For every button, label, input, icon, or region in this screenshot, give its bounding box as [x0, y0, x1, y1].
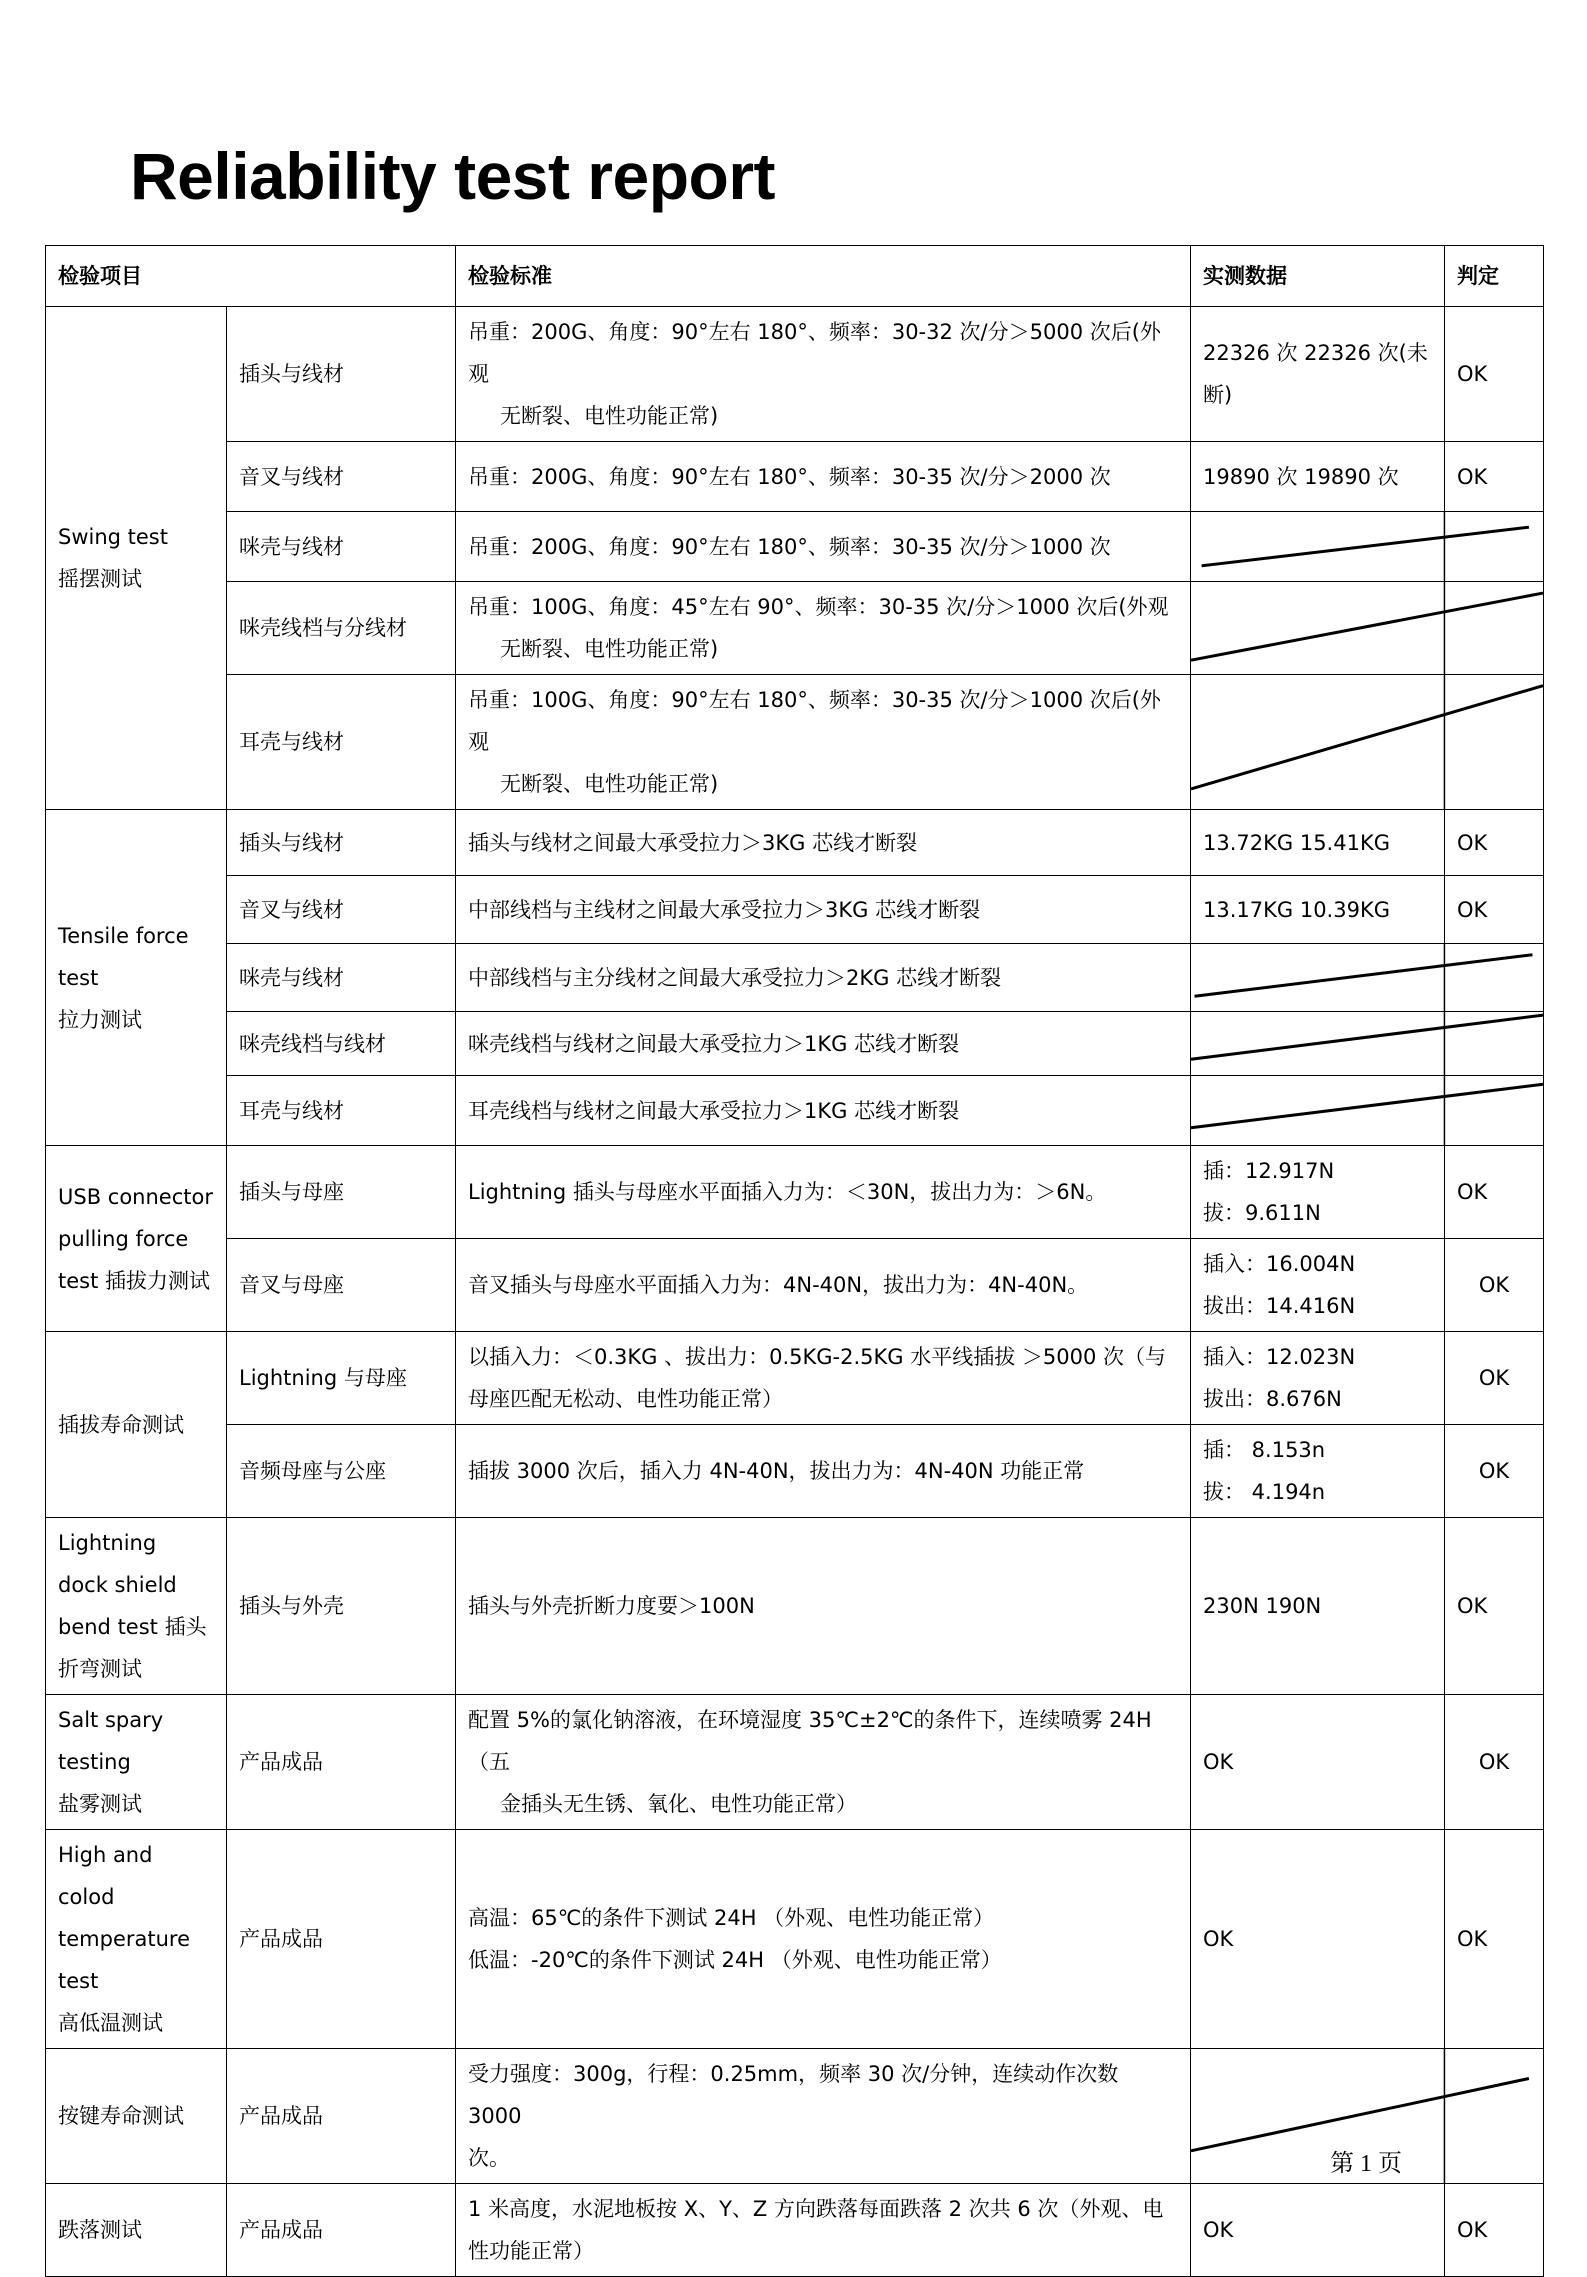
standard-cell [456, 675, 1191, 810]
standard-cell [456, 1332, 1191, 1425]
item-cell: 音叉与线材 [227, 442, 456, 512]
cell-line: 13.17KG 10.39KG [1203, 897, 1391, 922]
item-cell: 插头与线材 [227, 307, 456, 442]
cell-line: 插： 8.153n [1203, 1438, 1326, 1462]
judge-cell: OK [1445, 1239, 1544, 1332]
cell-line: USB connector [58, 1184, 213, 1209]
standard-cell [456, 1695, 1191, 1830]
cell-line: temperature [58, 1927, 190, 1951]
cell-line: 无断裂、电性功能正常) [500, 772, 719, 796]
cell-line: OK [1203, 1750, 1234, 1774]
table-row [46, 876, 1544, 944]
cell-line: 无断裂、电性功能正常) [500, 637, 719, 661]
header-item: 检验项目 [46, 246, 456, 307]
group-swing [46, 307, 227, 810]
data-cell [1191, 442, 1445, 512]
cell-line: 盐雾测试 [58, 1792, 142, 1816]
report-title: Reliability test report [130, 139, 775, 213]
item-cell: 咪壳线档与分线材 [227, 582, 456, 675]
standard-cell [456, 1425, 1191, 1518]
standard-cell [456, 1146, 1191, 1239]
item-cell: Lightning 与母座 [227, 1332, 456, 1425]
data-cell [1191, 307, 1445, 442]
item-cell: 耳壳与线材 [227, 1076, 456, 1146]
data-cell [1191, 1332, 1445, 1425]
table-row [46, 1239, 1544, 1332]
cell-line: 高温：65℃的条件下测试 24H （外观、电性功能正常） [468, 1906, 995, 1930]
data-cell [1191, 1146, 1445, 1239]
cell-line: 配置 5%的氯化钠溶液，在环境湿度 35℃±2℃的条件下，连续喷雾 24H（五 [468, 1708, 1152, 1774]
item-cell: 耳壳与线材 [227, 675, 456, 810]
item-cell: 产品成品 [227, 2049, 456, 2184]
item-cell: 音叉与母座 [227, 1239, 456, 1332]
table-row [46, 1830, 1544, 2049]
judge-cell: OK [1445, 1830, 1544, 2049]
cell-line: 插拔寿命测试 [58, 1412, 184, 1437]
data-cell [1191, 1695, 1445, 1830]
item-cell: 插头与线材 [227, 810, 456, 876]
cell-line: OK [1203, 2218, 1234, 2242]
not-applicable-slash [1191, 675, 1544, 810]
report-table [45, 245, 1544, 2277]
data-cell [1191, 2184, 1445, 2277]
cell-line: 受力强度：300g，行程：0.25mm，频率 30 次/分钟，连续动作次数 3000 [468, 2062, 1119, 2128]
cell-line: 230N 190N [1203, 1594, 1322, 1618]
cell-line: 音叉插头与母座水平面插入力为：4N-40N，拔出力为：4N-40N。 [468, 1273, 1089, 1297]
table-row [46, 1518, 1544, 1695]
table-row [46, 1076, 1544, 1146]
cell-line: 拔：9.611N [1203, 1201, 1321, 1225]
group-usb [46, 1146, 227, 1332]
judge-cell: OK [1445, 810, 1544, 876]
cell-line: test 插拔力测试 [58, 1268, 211, 1293]
cell-line: 吊重：200G、角度：90°左右 180°、频率：30-35 次/分＞2000 次 [468, 464, 1111, 489]
group-plug-life [46, 1332, 227, 1518]
table-row [46, 2184, 1544, 2277]
cell-line: 折弯测试 [58, 1657, 142, 1681]
cell-line: 19890 次 19890 次 [1203, 464, 1399, 489]
item-cell: 咪壳与线材 [227, 944, 456, 1012]
not-applicable-slash [1191, 944, 1544, 1012]
item-cell: 咪壳与线材 [227, 512, 456, 582]
table-row [46, 512, 1544, 582]
cell-line: 插头与外壳折断力度要＞100N [468, 1594, 755, 1618]
cell-line: testing [58, 1750, 131, 1774]
standard-cell [456, 582, 1191, 675]
not-applicable-slash [1191, 512, 1544, 582]
judge-cell: OK [1445, 307, 1544, 442]
data-cell [1191, 810, 1445, 876]
item-cell: 产品成品 [227, 1695, 456, 1830]
table-row [46, 442, 1544, 512]
table-row [46, 1146, 1544, 1239]
standard-cell [456, 1830, 1191, 2049]
data-cell [1191, 1518, 1445, 1695]
cell-line: test [58, 965, 99, 990]
standard-cell [456, 810, 1191, 876]
cell-line: colod [58, 1885, 115, 1909]
cell-line: 按键寿命测试 [58, 2104, 184, 2128]
data-cell [1191, 876, 1445, 944]
item-cell: 产品成品 [227, 2184, 456, 2277]
cell-line: Salt spary [58, 1708, 164, 1732]
standard-cell [456, 512, 1191, 582]
group-temperature [46, 1830, 227, 2049]
cell-line: dock shield [58, 1573, 177, 1597]
cell-line: 拔出：14.416N [1203, 1294, 1356, 1318]
cell-line: 摇摆测试 [58, 567, 142, 591]
cell-line: 1 米高度，水泥地板按 X、Y、Z 方向跌落每面跌落 2 次共 6 次（外观、电 [468, 2197, 1164, 2221]
table-row [46, 1012, 1544, 1076]
standard-cell [456, 1012, 1191, 1076]
judge-cell: OK [1445, 876, 1544, 944]
table-row [46, 675, 1544, 810]
data-cell [1191, 1830, 1445, 2049]
judge-cell: OK [1445, 1518, 1544, 1695]
header-row [46, 246, 1544, 307]
judge-cell: OK [1445, 1146, 1544, 1239]
cell-line: 断) [1203, 383, 1233, 407]
cell-line: 吊重：200G、角度：90°左右 180°、频率：30-32 次/分＞5000 次后(外观 [468, 320, 1161, 386]
cell-line: 高低温测试 [58, 2011, 163, 2035]
cell-line: OK [1203, 1927, 1234, 1951]
standard-cell [456, 1076, 1191, 1146]
item-cell: 插头与外壳 [227, 1518, 456, 1695]
table-row [46, 1695, 1544, 1830]
standard-cell [456, 442, 1191, 512]
cell-line: 无断裂、电性功能正常) [500, 404, 719, 428]
item-cell: 产品成品 [227, 1830, 456, 2049]
cell-line: 吊重：100G、角度：90°左右 180°、频率：30-35 次/分＞1000 次后(外观 [468, 688, 1161, 754]
item-cell: 音叉与线材 [227, 876, 456, 944]
cell-line: 吊重：200G、角度：90°左右 180°、频率：30-35 次/分＞1000 次 [468, 534, 1111, 559]
cell-line: 中部线档与主线材之间最大承受拉力＞3KG 芯线才断裂 [468, 897, 981, 922]
table-row [46, 810, 1544, 876]
cell-line: bend test 插头 [58, 1615, 207, 1639]
cell-line: 母座匹配无松动、电性功能正常） [468, 1387, 783, 1411]
header-judge: 判定 [1445, 246, 1544, 307]
table-row [46, 1332, 1544, 1425]
cell-line: 次。 [468, 2146, 510, 2170]
cell-line: 拔： 4.194n [1203, 1480, 1326, 1504]
standard-cell [456, 876, 1191, 944]
cell-line: Lightning [58, 1531, 157, 1555]
judge-cell: OK [1445, 2184, 1544, 2277]
cell-line: 拉力测试 [58, 1007, 142, 1032]
table-row [46, 307, 1544, 442]
data-cell [1191, 1239, 1445, 1332]
table-row [46, 582, 1544, 675]
table-row [46, 2049, 1544, 2184]
standard-cell [456, 2049, 1191, 2184]
standard-cell [456, 1239, 1191, 1332]
cell-line: 插拔 3000 次后，插入力 4N-40N，拔出力为：4N-40N 功能正常 [468, 1459, 1085, 1483]
cell-line: 拔出：8.676N [1203, 1387, 1342, 1411]
cell-line: Lightning 插头与母座水平面插入力为：＜30N，拔出力为：＞6N。 [468, 1180, 1107, 1204]
cell-line: 金插头无生锈、氧化、电性功能正常） [500, 1792, 857, 1816]
group-drop [46, 2184, 227, 2277]
judge-cell: OK [1445, 1695, 1544, 1830]
cell-line: 低温：-20℃的条件下测试 24H （外观、电性功能正常） [468, 1948, 1002, 1972]
header-standard: 检验标准 [456, 246, 1191, 307]
cell-line: 跌落测试 [58, 2218, 142, 2242]
not-applicable-slash [1191, 1076, 1544, 1146]
item-cell: 咪壳线档与线材 [227, 1012, 456, 1076]
cell-line: 吊重：100G、角度：45°左右 90°、频率：30-35 次/分＞1000 次后(外观 [468, 595, 1169, 619]
cell-line: High and [58, 1843, 153, 1867]
cell-line: 插入：16.004N [1203, 1252, 1356, 1276]
cell-line: 咪壳线档与线材之间最大承受拉力＞1KG 芯线才断裂 [468, 1031, 960, 1056]
standard-cell [456, 1518, 1191, 1695]
judge-cell: OK [1445, 442, 1544, 512]
cell-line: 22326 次 22326 次(未 [1203, 341, 1428, 365]
not-applicable-slash [1191, 1012, 1544, 1076]
item-cell: 插头与母座 [227, 1146, 456, 1239]
judge-cell: OK [1445, 1332, 1544, 1425]
cell-line: 耳壳线档与线材之间最大承受拉力＞1KG 芯线才断裂 [468, 1098, 960, 1123]
cell-line: 13.72KG 15.41KG [1203, 830, 1391, 855]
standard-cell [456, 307, 1191, 442]
cell-line: 插：12.917N [1203, 1159, 1335, 1183]
cell-line: 以插入力：＜0.3KG 、拔出力：0.5KG-2.5KG 水平线插拔 ＞5000 次（与 [468, 1345, 1167, 1369]
group-key-life [46, 2049, 227, 2184]
standard-cell [456, 2184, 1191, 2277]
table-row [46, 944, 1544, 1012]
cell-line: Swing test [58, 525, 168, 549]
cell-line: 性功能正常） [468, 2239, 594, 2263]
judge-cell: OK [1445, 1425, 1544, 1518]
item-cell: 音频母座与公座 [227, 1425, 456, 1518]
standard-cell [456, 944, 1191, 1012]
table-row [46, 1425, 1544, 1518]
page-number: 第 1 页 [1330, 2151, 1402, 2177]
header-data: 实测数据 [1191, 246, 1445, 307]
cell-line: pulling force [58, 1226, 189, 1251]
group-salt [46, 1695, 227, 1830]
group-bend [46, 1518, 227, 1695]
cell-line: 插入：12.023N [1203, 1345, 1356, 1369]
cell-line: 中部线档与主分线材之间最大承受拉力＞2KG 芯线才断裂 [468, 965, 1002, 990]
data-cell [1191, 1425, 1445, 1518]
group-tensile [46, 810, 227, 1146]
cell-line: 插头与线材之间最大承受拉力＞3KG 芯线才断裂 [468, 830, 918, 855]
cell-line: test [58, 1969, 99, 1993]
cell-line: Tensile force [58, 923, 189, 948]
not-applicable-slash [1191, 582, 1544, 675]
